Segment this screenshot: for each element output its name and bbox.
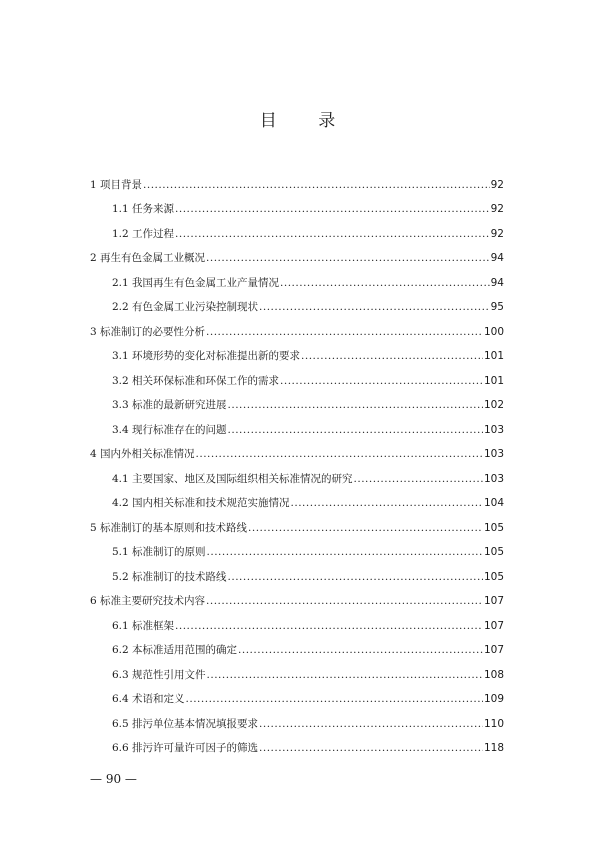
toc-entry-page: 105 (483, 546, 504, 558)
toc-entry[interactable] (90, 313, 504, 338)
toc-entry[interactable] (90, 607, 504, 632)
dot-leader (259, 718, 483, 730)
toc-entry[interactable] (90, 509, 504, 534)
toc-entry-label: 4.1 主要国家、地区及国际组织相关标准情况的研究 (112, 472, 353, 485)
dot-leader (143, 179, 490, 191)
toc-entry[interactable] (90, 411, 504, 436)
dot-leader (196, 448, 483, 460)
toc-entry-page: 105 (483, 570, 504, 583)
toc-entry[interactable] (90, 436, 504, 461)
toc-entry-label: 3.2 相关环保标准和环保工作的需求 (112, 374, 280, 387)
toc-entry-label: 2.2 有色金属工业污染控制现状 (112, 301, 259, 313)
toc-entry[interactable] (90, 705, 504, 730)
toc-entry-label: 4.2 国内相关标准和技术规范实施情况 (112, 497, 290, 509)
page-title: 目 录 (259, 111, 354, 131)
dot-leader (207, 546, 483, 558)
toc-entry-page: 108 (483, 668, 504, 681)
dot-leader (354, 473, 483, 485)
dot-leader (301, 350, 483, 362)
toc-entry-label: 6.5 排污单位基本情况填报要求 (112, 717, 259, 730)
toc-entry[interactable] (90, 166, 504, 191)
toc-entry-label: 6.1 标准框架 (112, 619, 175, 632)
dot-leader (228, 399, 483, 411)
toc-entry-page: 118 (483, 742, 504, 754)
toc-entry-page: 110 (483, 717, 504, 730)
toc-entry[interactable] (90, 534, 504, 559)
toc-entry[interactable] (90, 460, 504, 485)
toc-entry-page: 92 (490, 227, 504, 240)
toc-entry-label: 1.2 工作过程 (112, 227, 175, 240)
toc-entry-page: 107 (483, 619, 504, 632)
dot-leader (280, 375, 483, 387)
toc-entry-page: 101 (483, 350, 504, 362)
toc-entry-page: 104 (483, 497, 504, 509)
dot-leader (280, 277, 490, 289)
dot-leader (186, 693, 483, 705)
toc-entry-label: 3.3 标准的最新研究进展 (112, 399, 227, 411)
dot-leader (207, 669, 483, 681)
toc-entry[interactable] (90, 215, 504, 240)
toc-entry[interactable] (90, 485, 504, 510)
toc-entry[interactable] (90, 681, 504, 706)
toc-entry-page: 107 (483, 644, 504, 656)
toc-entry[interactable] (90, 632, 504, 657)
toc-entry[interactable] (90, 362, 504, 387)
toc-entry-page: 102 (483, 399, 504, 411)
toc-entry-page: 109 (483, 693, 504, 705)
toc-entry-label: 2 再生有色金属工业概况 (90, 252, 206, 264)
toc-entry-page: 105 (483, 521, 504, 534)
toc-entry-page: 92 (490, 203, 504, 215)
toc-entry-label: 6 标准主要研究技术内容 (90, 595, 206, 607)
dot-leader (175, 228, 490, 240)
toc-entry-page: 94 (490, 276, 504, 289)
dot-leader (228, 571, 483, 583)
toc-entry-label: 6.2 本标准适用范围的确定 (112, 644, 238, 656)
toc-entry[interactable] (90, 191, 504, 216)
toc-entry[interactable] (90, 656, 504, 681)
toc-entry-page: 92 (490, 178, 504, 191)
toc-entry-label: 5.1 标准制订的原则 (112, 546, 206, 558)
toc-entry[interactable] (90, 240, 504, 265)
toc-entry-label: 4 国内外相关标准情况 (90, 448, 195, 460)
toc-entry-label: 3.4 现行标准存在的问题 (112, 423, 227, 436)
dot-leader (238, 644, 483, 656)
dot-leader (259, 301, 490, 313)
toc-entry-page: 94 (490, 252, 504, 264)
toc-entry-label: 1 项目背景 (90, 178, 143, 191)
dot-leader (175, 203, 490, 215)
dot-leader (259, 742, 483, 754)
toc-entry-page: 103 (483, 448, 504, 460)
toc-entry-page: 103 (483, 423, 504, 436)
toc-entry-page: 100 (483, 325, 504, 338)
toc-entry-label: 5.2 标准制订的技术路线 (112, 570, 227, 583)
toc-entry[interactable] (90, 264, 504, 289)
toc-entry-page: 103 (483, 472, 504, 485)
toc-entry-page: 107 (483, 595, 504, 607)
toc-entry[interactable] (90, 338, 504, 363)
toc-entry-label: 3.1 环境形势的变化对标准提出新的要求 (112, 350, 301, 362)
dot-leader (206, 252, 490, 264)
toc-entry-label: 6.6 排污许可量许可因子的筛选 (112, 742, 259, 754)
dot-leader (228, 424, 483, 436)
dot-leader (206, 595, 483, 607)
toc-entry-label: 1.1 任务来源 (112, 203, 175, 215)
page-number-footer: — 90 — (90, 772, 137, 786)
toc-entry-page: 101 (483, 374, 504, 387)
dot-leader (248, 522, 483, 534)
toc-entry[interactable] (90, 730, 504, 755)
toc-entry-label: 6.4 术语和定义 (112, 693, 185, 705)
dot-leader (175, 620, 483, 632)
dot-leader (291, 497, 483, 509)
toc-entry[interactable] (90, 387, 504, 412)
toc-entry-label: 2.1 我国再生有色金属工业产量情况 (112, 276, 280, 289)
toc-entry[interactable] (90, 558, 504, 583)
toc-entry-label: 5 标准制订的基本原则和技术路线 (90, 521, 248, 534)
toc-entry-page: 95 (490, 301, 504, 313)
table-of-contents (90, 166, 504, 754)
dot-leader (206, 326, 483, 338)
toc-entry-label: 6.3 规范性引用文件 (112, 668, 206, 681)
toc-entry-label: 3 标准制订的必要性分析 (90, 325, 206, 338)
toc-entry[interactable] (90, 289, 504, 314)
toc-entry[interactable] (90, 583, 504, 608)
